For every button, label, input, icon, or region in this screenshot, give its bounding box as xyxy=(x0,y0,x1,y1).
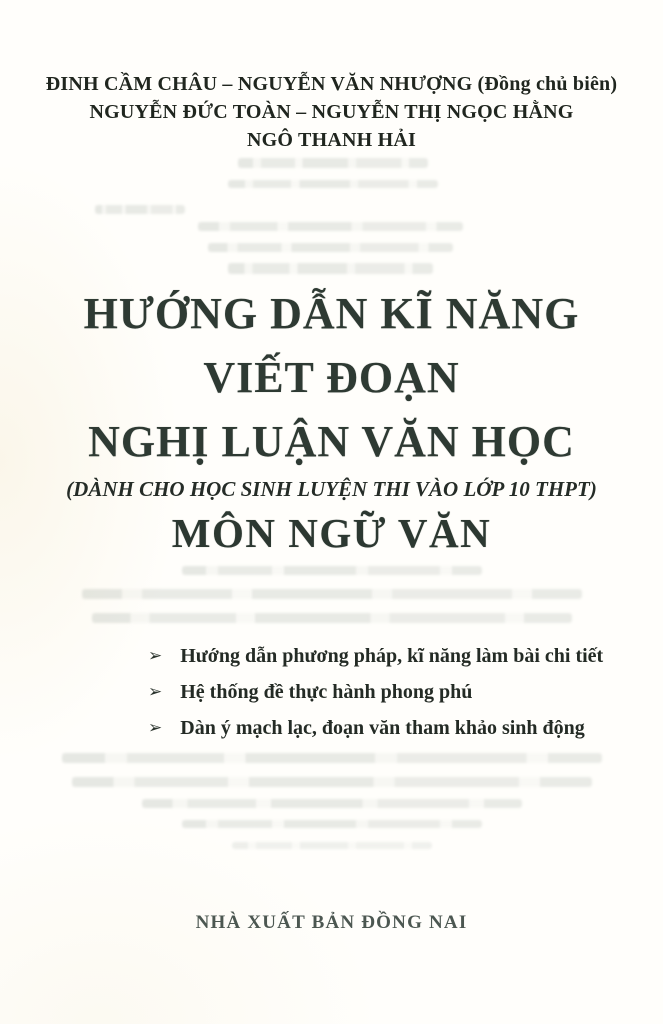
list-item-text: Hệ thống đề thực hành phong phú xyxy=(180,681,473,703)
arrowhead-bullet-icon: ➢ xyxy=(148,718,163,738)
book-title-line-2: VIẾT ĐOẠN xyxy=(203,353,460,402)
ghost-text-line xyxy=(228,180,438,188)
ghost-text-line xyxy=(232,842,432,849)
list-item xyxy=(148,681,588,704)
ghost-text-line xyxy=(198,222,463,231)
ghost-text-line xyxy=(182,566,482,575)
author-line-2: NGUYỄN ĐỨC TOÀN – NGUYỄN THỊ NGỌC HẰNG xyxy=(89,101,574,123)
author-line-1: ĐINH CẦM CHÂU – NGUYỄN VĂN NHƯỢNG (Đồng chủ biên) xyxy=(45,73,618,95)
list-item-text: Hướng dẫn phương pháp, kĩ năng làm bài chi tiết xyxy=(180,645,604,667)
book-title-line-3: NGHỊ LUẬN VĂN HỌC xyxy=(88,417,575,466)
book-subtitle: (DÀNH CHO HỌC SINH LUYỆN THI VÀO LỚP 10 THPT) xyxy=(66,477,597,501)
ghost-text-line xyxy=(95,205,185,214)
list-item-text: Dàn ý mạch lạc, đoạn văn tham khảo sinh động xyxy=(180,717,585,739)
arrowhead-bullet-icon: ➢ xyxy=(148,682,163,702)
ghost-text-line xyxy=(92,613,572,623)
ghost-text-line xyxy=(142,799,522,808)
ghost-text-line xyxy=(208,243,453,252)
book-subject: MÔN NGỮ VĂN xyxy=(171,510,492,556)
publisher-imprint: NHÀ XUẤT BẢN ĐỒNG NAI xyxy=(195,912,468,933)
list-item xyxy=(148,717,588,740)
ghost-text-line xyxy=(238,158,428,168)
ghost-text-line xyxy=(182,820,482,828)
ghost-text-line xyxy=(82,589,582,599)
ghost-text-line xyxy=(62,753,602,763)
arrowhead-bullet-icon: ➢ xyxy=(148,646,163,666)
ghost-text-line xyxy=(72,777,592,787)
list-item xyxy=(148,645,604,668)
book-title-line-1: HƯỚNG DẪN KĨ NĂNG xyxy=(83,289,580,338)
highlights-list xyxy=(148,645,604,753)
author-line-3: NGÔ THANH HẢI xyxy=(247,129,416,151)
ghost-text-line xyxy=(228,263,433,274)
